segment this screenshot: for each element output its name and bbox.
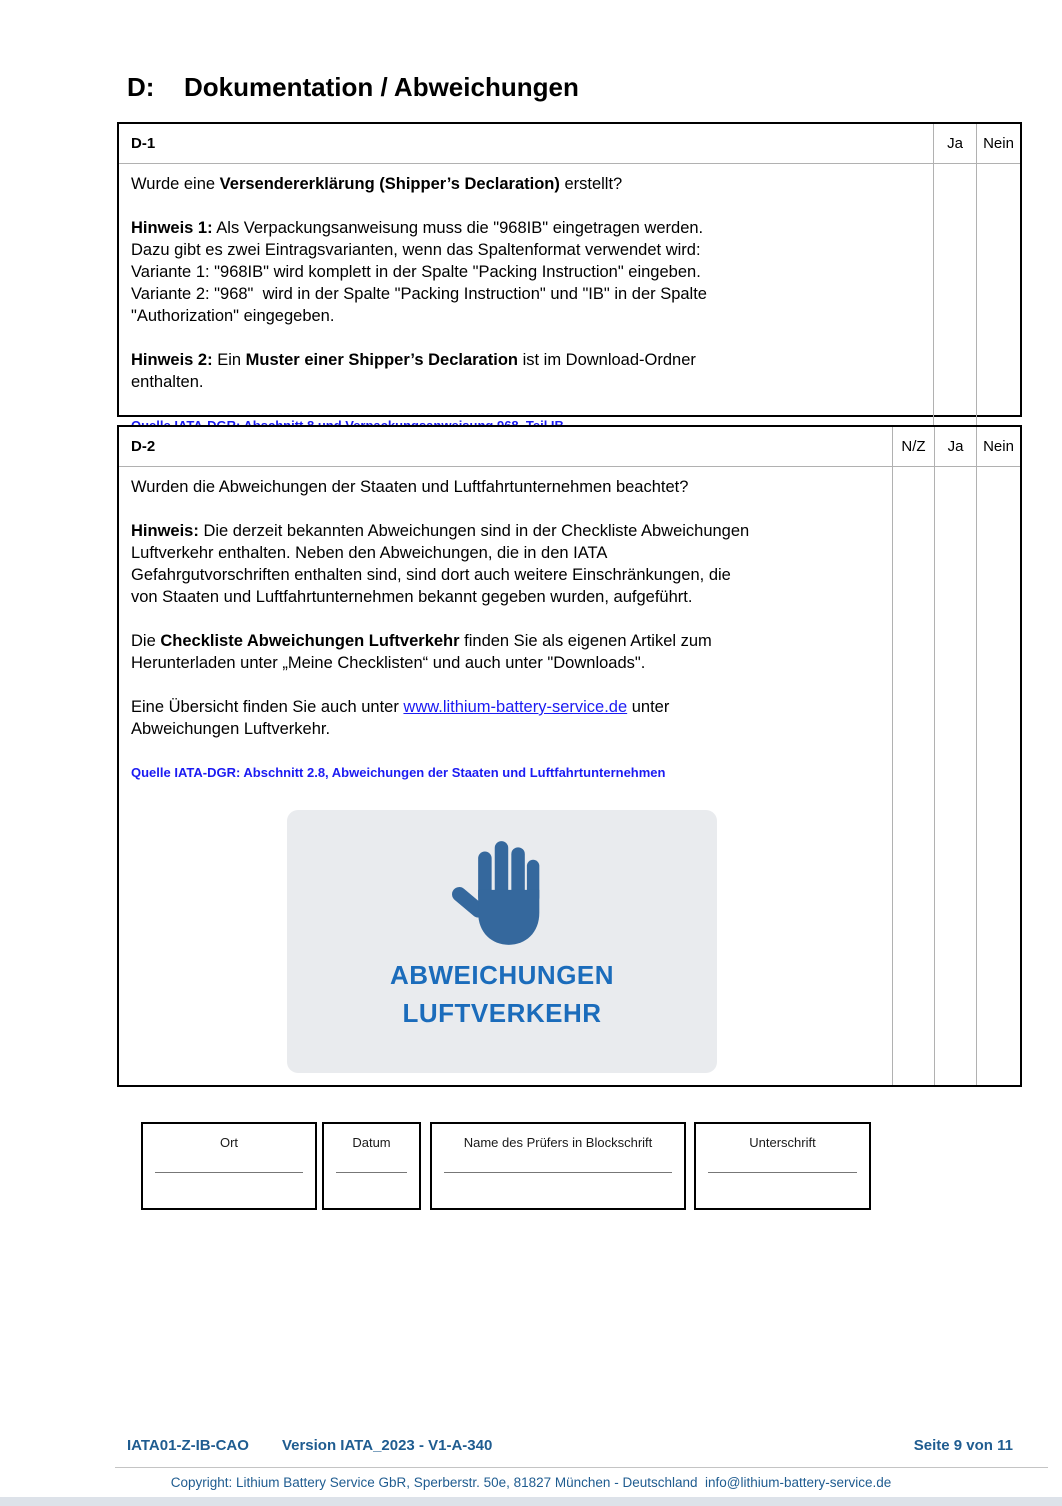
text: Abweichungen Luftverkehr. <box>131 720 331 738</box>
text: Ein <box>212 351 246 369</box>
page-title <box>127 72 579 103</box>
website-link[interactable]: www.lithium-battery-service.de <box>403 698 628 716</box>
footer-page-info: Seite 9 von 11 <box>913 1437 1013 1454</box>
question-paragraph <box>131 520 878 608</box>
card-title-line2: LUFTVERKEHR <box>402 998 602 1028</box>
text: Dazu gibt es zwei Eintragsvarianten, wenn das Spaltenformat verwendet wird: <box>131 241 701 259</box>
stop-hand-icon <box>452 838 552 950</box>
signature-box-unterschrift[interactable] <box>694 1122 871 1210</box>
question-paragraph <box>131 696 878 740</box>
text: Gefahrgutvorschriften enthalten sind, sind dort auch weitere Einschränkungen, die <box>131 566 731 584</box>
answer-cell-d2-nein[interactable] <box>976 467 1020 1085</box>
signature-label: Datum <box>352 1135 391 1150</box>
section-title-text: Dokumentation / Abweichungen <box>184 72 579 102</box>
text: Quelle IATA-DGR: Abschnitt 2.8, Abweichungen der Staaten und Luftfahrtunternehmen <box>131 765 666 780</box>
bold-text: Hinweis 2: <box>131 351 213 369</box>
checklist-table-d1 <box>117 122 1022 417</box>
signature-label: Unterschrift <box>749 1135 816 1150</box>
column-header-ja: Ja <box>934 427 976 467</box>
question-paragraph <box>131 173 919 195</box>
footer-divider <box>115 1467 1048 1468</box>
column-header-nein: Nein <box>976 427 1020 467</box>
column-header-ja: Ja <box>933 124 976 164</box>
text: Die derzeit bekannten Abweichungen sind in der Checkliste Abweichungen <box>198 522 750 540</box>
text: "Authorization" eingegeben. <box>131 307 335 325</box>
question-paragraph <box>131 630 878 674</box>
text: Variante 2: "968" wird in der Spalte "Packing Instruction" und "IB" in der Spalte <box>131 285 707 303</box>
footer-meta <box>127 1437 1013 1454</box>
answer-cell-d2-ja[interactable] <box>934 467 976 1085</box>
text: von Staaten und Luftfahrtunternehmen bekannt gegeben wurden, aufgeführt. <box>131 588 693 606</box>
bottom-band <box>0 1497 1062 1506</box>
bold-text: Hinweis: <box>131 522 199 540</box>
bold-text: Muster einer Shipper’s Declaration <box>245 351 518 369</box>
signature-line <box>444 1172 672 1173</box>
text: Luftverkehr enthalten. Neben den Abweichungen, die in den IATA <box>131 544 608 562</box>
question-content-d2 <box>119 467 892 1085</box>
signature-label: Name des Prüfers in Blockschrift <box>463 1135 653 1150</box>
question-paragraph <box>131 476 878 498</box>
answer-cell-d1-ja[interactable] <box>933 164 976 437</box>
text: Variante 1: "968IB" wird komplett in der Spalte "Packing Instruction" eingeben. <box>131 263 701 281</box>
question-paragraph <box>131 217 919 327</box>
text: unter <box>627 698 670 716</box>
question-content-d1 <box>119 164 933 437</box>
text: Als Verpackungsanweisung muss die "968IB" eingetragen werden. <box>212 219 704 237</box>
text: Wurden die Abweichungen der Staaten und Luftfahrtunternehmen beachtet? <box>131 478 689 496</box>
abweichungen-luftverkehr-card <box>287 810 717 1073</box>
text: Herunterladen unter „Meine Checklisten“ und auch unter "Downloads". <box>131 654 646 672</box>
footer-doc-id: IATA01-Z-IB-CAO <box>127 1437 249 1454</box>
signature-row <box>141 1122 871 1210</box>
signature-line <box>336 1172 407 1173</box>
signature-line <box>708 1172 857 1173</box>
checklist-table-d2 <box>117 425 1022 1087</box>
signature-label: Ort <box>219 1135 239 1150</box>
question-paragraph <box>131 349 919 393</box>
column-header-nz: N/Z <box>892 427 934 467</box>
signature-box-name[interactable] <box>430 1122 686 1210</box>
card-title-line1: ABWEICHUNGEN <box>389 960 615 990</box>
section-letter: D: <box>127 72 155 102</box>
text: finden Sie als eigenen Artikel zum <box>459 632 712 650</box>
text: ist im Download-Ordner <box>517 351 696 369</box>
text: Wurde eine <box>131 175 220 193</box>
footer-copyright: Copyright: Lithium Battery Service GbR, Sperberstr. 50e, 81827 München - Deutschland info@lithium-battery-service.de <box>170 1475 892 1490</box>
answer-cell-d1-nein[interactable] <box>976 164 1020 437</box>
bold-text: Hinweis 1: <box>131 219 213 237</box>
text: Die <box>131 632 161 650</box>
text: Eine Übersicht finden Sie auch unter <box>131 698 404 716</box>
column-header-nein: Nein <box>976 124 1020 164</box>
question-code-d1: D-1 <box>119 124 933 164</box>
signature-box-ort[interactable] <box>141 1122 317 1210</box>
footer-version: Version IATA_2023 - V1-A-340 <box>281 1437 493 1454</box>
signature-line <box>155 1172 303 1173</box>
bold-text: Checkliste Abweichungen Luftverkehr <box>160 632 460 650</box>
text: erstellt? <box>559 175 623 193</box>
text: enthalten. <box>131 373 204 391</box>
question-code-d2: D-2 <box>119 427 892 467</box>
signature-box-datum[interactable] <box>322 1122 421 1210</box>
bold-text: Versendererklärung (Shipper’s Declaration) <box>219 175 560 193</box>
source-reference <box>131 762 878 784</box>
answer-cell-d2-nz[interactable] <box>892 467 934 1085</box>
